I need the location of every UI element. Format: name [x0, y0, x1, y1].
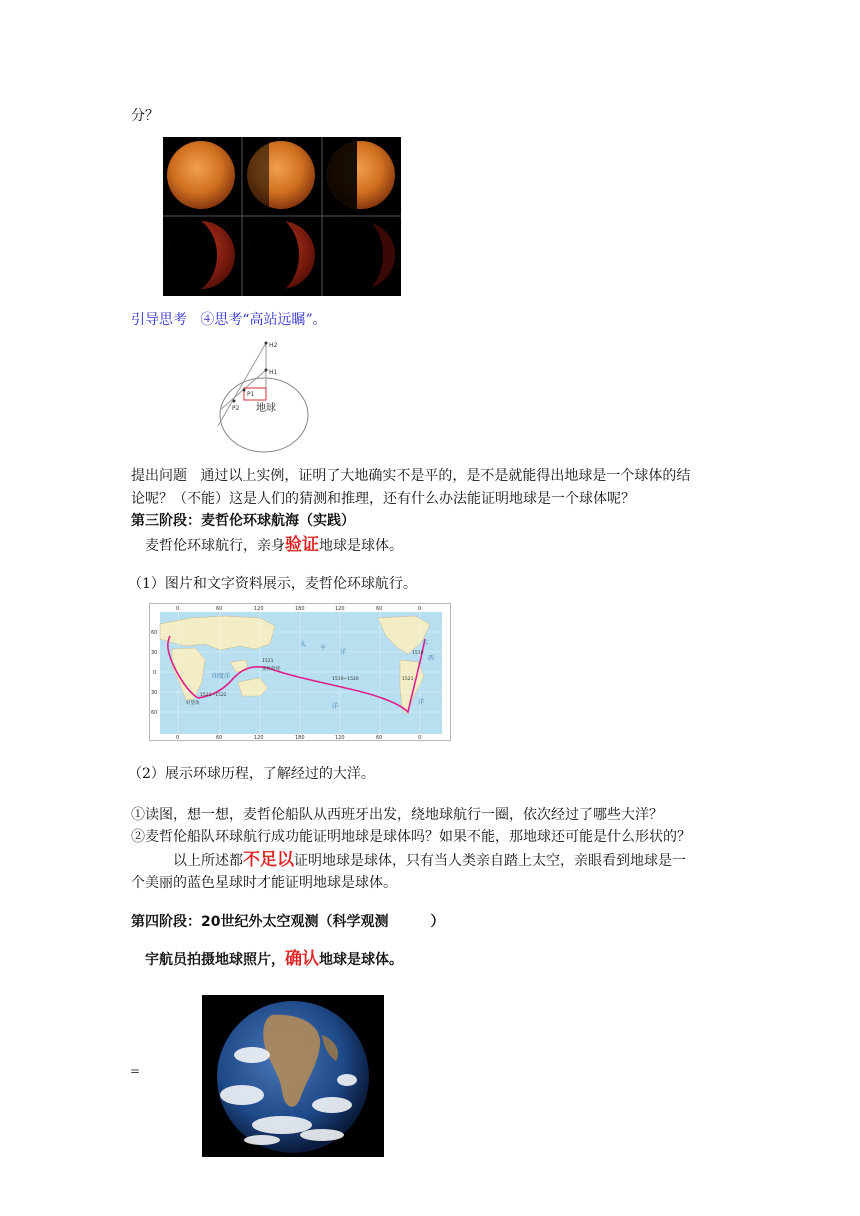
question-label: 提出问题	[131, 468, 187, 484]
svg-text:60: 60	[151, 710, 158, 716]
stage3-paragraph-line-1	[173, 850, 686, 871]
svg-text:60: 60	[151, 630, 158, 636]
stage3-sentence-post: 地球是球体。	[319, 538, 403, 554]
svg-text:1519~1520: 1519~1520	[332, 677, 359, 682]
svg-text:0: 0	[176, 606, 180, 612]
question-text-1: 通过以上实例，证明了大地确实不是平的，是不是就能得出地球是一个球体的结	[200, 468, 691, 484]
para-pre: 以上所述都	[173, 853, 243, 869]
moon-phase-1	[167, 141, 235, 209]
question-line-1	[131, 466, 690, 486]
svg-text:洋: 洋	[332, 703, 339, 710]
svg-text:60: 60	[216, 735, 223, 740]
svg-text:30: 30	[151, 650, 158, 656]
guide-label: 引导思考	[131, 312, 187, 328]
equals-mark: =	[130, 1064, 141, 1078]
svg-text:西: 西	[428, 655, 435, 662]
question-line-2: 论呢？（不能）这是人们的猜测和推理，还有什么办法能证明地球是一个球体呢？	[131, 491, 635, 507]
svg-text:30: 30	[151, 690, 158, 696]
stage3-sentence-pre: 麦哲伦环球航行，亲身	[145, 538, 285, 554]
earth-svg	[202, 995, 384, 1157]
svg-text:0: 0	[153, 670, 157, 676]
svg-text:好望角: 好望角	[186, 701, 200, 706]
svg-text:平: 平	[320, 645, 327, 652]
lunar-eclipse-image	[163, 137, 401, 296]
stage3-question-2: ②麦哲伦船队环球航行成功能证明地球是球体吗？如果不能，那地球还可能是什么形状的？	[131, 829, 691, 845]
svg-text:太: 太	[300, 641, 307, 648]
svg-text:60: 60	[216, 606, 223, 612]
stage3-paragraph-line-2: 个美丽的蓝色星球时才能证明地球是球体。	[131, 875, 397, 891]
viewpoint-diagram	[214, 338, 316, 456]
svg-text:120: 120	[335, 735, 345, 740]
para-post: 证明地球是球体，只有当人类亲自踏上太空，亲眼看到地球是一	[294, 853, 686, 869]
earth-photo	[202, 995, 384, 1157]
stage3-title: 第三阶段：麦哲伦环球航海（实践）	[131, 513, 355, 529]
svg-text:120: 120	[254, 735, 264, 740]
stage4-sentence	[145, 949, 403, 970]
svg-text:印度洋: 印度洋	[212, 673, 231, 680]
svg-text:大: 大	[422, 639, 429, 646]
svg-text:120: 120	[254, 606, 264, 612]
para-emphasis: 不足以	[243, 850, 294, 870]
label-h1: H1	[269, 369, 278, 376]
svg-text:1521: 1521	[262, 659, 274, 664]
stage4-title: 第四阶段：20世纪外太空观测（科学观测 ）	[131, 914, 445, 930]
world-map-svg	[150, 604, 450, 740]
stage3-question-1: ①读图，想一想，麦哲伦船队从西班牙出发，绕地球航行一圈，依次经过了哪些大洋？	[131, 807, 663, 823]
stage3-emphasis: 验证	[285, 535, 319, 555]
svg-text:180: 180	[295, 606, 305, 612]
svg-text:60: 60	[376, 735, 383, 740]
svg-text:麦哲伦死: 麦哲伦死	[262, 667, 280, 672]
lunar-eclipse-svg	[163, 137, 401, 296]
guide-text: ④思考“高站远瞩”。	[200, 312, 327, 328]
svg-text:0: 0	[418, 735, 422, 740]
guide-line	[131, 310, 327, 330]
stage4-sentence-pre: 宇航员拍摄地球照片，	[145, 952, 285, 968]
magellan-route-map	[149, 603, 451, 741]
stage4-sentence-post: 地球是球体。	[319, 952, 403, 968]
stage3-item-2: （2）展示环球历程，了解经过的大洋。	[128, 766, 375, 782]
svg-text:1521: 1521	[402, 677, 414, 682]
label-p2: P2	[232, 405, 240, 412]
text-fragment: 分？	[131, 108, 159, 124]
svg-text:120: 120	[335, 606, 345, 612]
stage3-item-1: （1）图片和文字资料展示，麦哲伦环球航行。	[128, 576, 417, 592]
svg-text:洋: 洋	[340, 649, 347, 656]
stage4-emphasis: 确认	[285, 949, 319, 969]
svg-text:180: 180	[295, 735, 305, 740]
svg-text:1521~1522: 1521~1522	[200, 693, 227, 698]
label-earth: 地球	[256, 403, 276, 414]
stage3-sentence	[145, 535, 403, 556]
svg-text:1519: 1519	[412, 651, 424, 656]
label-p1: P1	[247, 391, 255, 398]
svg-text:洋: 洋	[418, 699, 425, 706]
svg-text:0: 0	[176, 735, 180, 740]
svg-text:0: 0	[418, 606, 422, 612]
svg-text:60: 60	[376, 606, 383, 612]
label-h2: H2	[269, 342, 278, 349]
